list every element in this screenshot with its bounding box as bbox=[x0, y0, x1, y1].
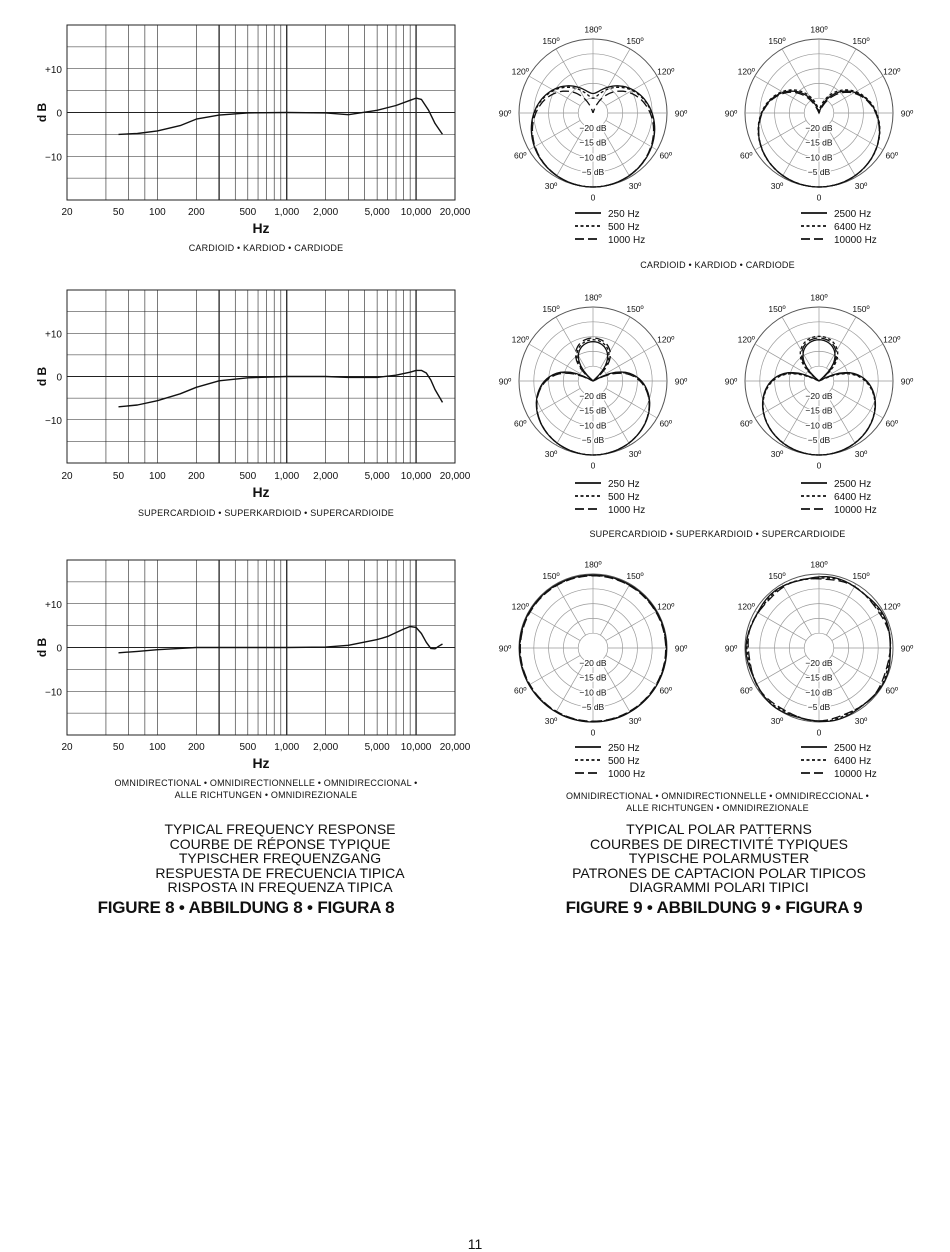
legend-label: 250 Hz bbox=[608, 479, 640, 490]
angle-label: 90º bbox=[498, 376, 512, 387]
polar-spoke bbox=[529, 655, 580, 685]
angle-label: 30º bbox=[854, 449, 868, 460]
polar-chart-omni-low bbox=[499, 560, 688, 781]
angle-label: 60º bbox=[885, 150, 899, 161]
title-line: TYPISCHE POLARMUSTER bbox=[628, 850, 810, 867]
polar-spoke bbox=[755, 76, 806, 106]
y-tick-label: +10 bbox=[45, 599, 62, 611]
x-tick-label: 20,000 bbox=[439, 742, 471, 753]
figure9-label: FIGURE 9 • ABBILDUNG 9 • FIGURA 9 bbox=[565, 898, 863, 917]
angle-label: 30º bbox=[770, 449, 784, 460]
x-tick-label: 500 bbox=[239, 471, 257, 482]
ring-label: −10 dB bbox=[579, 152, 607, 163]
angle-label: 30º bbox=[628, 181, 642, 192]
ring-label: −10 dB bbox=[805, 152, 833, 163]
title-line: TYPICAL FREQUENCY RESPONSE bbox=[164, 821, 396, 837]
x-tick-label: 100 bbox=[149, 742, 166, 753]
x-tick-label: 500 bbox=[239, 742, 257, 753]
angle-label: 60º bbox=[659, 685, 673, 696]
angle-label: 120º bbox=[737, 601, 755, 612]
x-axis-label: Hz bbox=[252, 484, 270, 500]
x-tick-label: 1,000 bbox=[274, 207, 300, 218]
ring-label: −5 dB bbox=[581, 702, 605, 713]
legend-label: 500 Hz bbox=[608, 492, 640, 503]
angle-label: 120º bbox=[883, 66, 901, 77]
x-tick-label: 1,000 bbox=[274, 742, 300, 753]
angle-label: 30º bbox=[854, 716, 868, 727]
angle-label: 120º bbox=[511, 334, 529, 345]
y-tick-label: 0 bbox=[56, 643, 62, 655]
title-line: COURBE DE RÉPONSE TYPIQUE bbox=[169, 835, 391, 852]
caption-line: OMNIDIRECTIONAL • OMNIDIRECTIONNELLE • OMNIDIRECCIONAL • bbox=[565, 791, 869, 801]
ring-label: −5 dB bbox=[807, 702, 831, 713]
ring-label: −20 dB bbox=[579, 122, 607, 133]
x-tick-label: 5,000 bbox=[364, 207, 390, 218]
ring-label: −20 dB bbox=[805, 657, 833, 668]
x-tick-label: 10,000 bbox=[400, 207, 432, 218]
x-axis-label: Hz bbox=[252, 755, 270, 771]
polar-spoke bbox=[556, 49, 586, 100]
angle-label: 0 bbox=[590, 727, 596, 738]
polar-chart-cardioid-high bbox=[725, 25, 914, 247]
angle-label: 150º bbox=[542, 35, 560, 46]
legend-label: 1000 Hz bbox=[608, 505, 646, 516]
angle-label: 60º bbox=[885, 418, 899, 429]
polar-spoke bbox=[826, 49, 856, 100]
polar-caption-cardioid bbox=[490, 259, 945, 271]
angle-label: 30º bbox=[544, 449, 558, 460]
legend-label: 6400 Hz bbox=[834, 492, 872, 503]
title-line: COURBES DE DIRECTIVITÉ TYPIQUES bbox=[589, 835, 848, 852]
page-number: 11 bbox=[467, 1236, 483, 1252]
polar-chart-super-low bbox=[499, 293, 688, 517]
angle-label: 120º bbox=[657, 66, 675, 77]
angle-label: 90º bbox=[724, 108, 738, 119]
y-tick-label: +10 bbox=[45, 64, 62, 76]
angle-label: 0 bbox=[590, 460, 596, 471]
ring-label: −15 dB bbox=[805, 672, 833, 683]
angle-label: 120º bbox=[737, 334, 755, 345]
polar-chart-super-high bbox=[725, 293, 914, 517]
angle-label: 30º bbox=[628, 716, 642, 727]
freq-chart-cardioid bbox=[35, 25, 471, 236]
polar-spoke bbox=[600, 317, 630, 368]
angle-label: 60º bbox=[659, 418, 673, 429]
angle-label: 60º bbox=[739, 685, 753, 696]
angle-label: 120º bbox=[657, 334, 675, 345]
angle-label: 120º bbox=[511, 66, 529, 77]
angle-label: 60º bbox=[513, 150, 527, 161]
angle-label: 60º bbox=[659, 150, 673, 161]
caption-line: ALLE RICHTUNGEN • OMNIDIREZIONALE bbox=[174, 790, 358, 800]
legend-label: 6400 Hz bbox=[834, 756, 872, 767]
x-tick-label: 1,000 bbox=[274, 471, 300, 482]
angle-label: 30º bbox=[770, 716, 784, 727]
polar-spoke bbox=[529, 76, 580, 106]
angle-label: 120º bbox=[657, 601, 675, 612]
figure8-title bbox=[80, 822, 480, 895]
angle-label: 150º bbox=[852, 35, 870, 46]
polar-spoke bbox=[755, 120, 806, 150]
caption-text: SUPERCARDIOID • SUPERKARDIOID • SUPERCARDIOIDE bbox=[589, 529, 846, 539]
polar-caption-supercardioid bbox=[490, 528, 945, 540]
y-axis-label: d B bbox=[35, 366, 50, 387]
polar-spoke bbox=[606, 120, 657, 150]
angle-label: 180º bbox=[584, 559, 602, 570]
x-tick-label: 2,000 bbox=[313, 207, 339, 218]
angle-label: 180º bbox=[810, 292, 828, 303]
y-tick-label: +10 bbox=[45, 329, 62, 341]
x-tick-label: 2,000 bbox=[313, 742, 339, 753]
x-tick-label: 200 bbox=[187, 742, 205, 753]
polar-spoke bbox=[556, 584, 586, 635]
y-tick-label: −10 bbox=[45, 152, 62, 164]
angle-label: 0 bbox=[816, 460, 822, 471]
response-curve bbox=[119, 98, 443, 134]
ring-label: −15 dB bbox=[805, 405, 833, 416]
polar-spoke bbox=[826, 317, 856, 368]
angle-label: 30º bbox=[770, 181, 784, 192]
y-axis-label: d B bbox=[35, 102, 50, 123]
freq-caption-cardioid bbox=[66, 242, 466, 254]
angle-label: 150º bbox=[768, 570, 786, 581]
legend-label: 500 Hz bbox=[608, 756, 640, 767]
x-tick-label: 5,000 bbox=[364, 471, 390, 482]
angle-label: 0 bbox=[590, 192, 596, 203]
angle-label: 60º bbox=[739, 418, 753, 429]
angle-label: 180º bbox=[584, 292, 602, 303]
x-tick-label: 5,000 bbox=[364, 742, 390, 753]
polar-spoke bbox=[529, 120, 580, 150]
x-tick-label: 10,000 bbox=[400, 742, 432, 753]
caption-line: OMNIDIRECTIONAL • OMNIDIRECTIONNELLE • OMNIDIRECCIONAL • bbox=[114, 778, 418, 788]
angle-label: 150º bbox=[542, 570, 560, 581]
polar-spoke bbox=[782, 317, 812, 368]
y-tick-label: 0 bbox=[56, 372, 62, 384]
polar-spoke bbox=[832, 611, 883, 641]
y-tick-label: 0 bbox=[56, 108, 62, 120]
legend-label: 250 Hz bbox=[608, 743, 640, 754]
ring-label: −10 dB bbox=[579, 687, 607, 698]
freq-caption-supercardioid bbox=[66, 507, 466, 519]
angle-label: 150º bbox=[852, 303, 870, 314]
angle-label: 90º bbox=[674, 643, 688, 654]
polar-chart-omni-high bbox=[725, 560, 914, 781]
angle-label: 0 bbox=[816, 727, 822, 738]
angle-label: 90º bbox=[724, 643, 738, 654]
caption-text: CARDIOID • KARDIOD • CARDIODE bbox=[640, 260, 795, 270]
ring-label: −10 dB bbox=[805, 687, 833, 698]
polar-spoke bbox=[755, 344, 806, 374]
angle-label: 150º bbox=[626, 35, 644, 46]
polar-spoke bbox=[755, 655, 806, 685]
title-line: TYPICAL POLAR PATTERNS bbox=[626, 821, 812, 837]
response-curve bbox=[119, 627, 443, 653]
title-line: RISPOSTA IN FREQUENZA TIPICA bbox=[167, 879, 393, 896]
polar-spoke bbox=[529, 344, 580, 374]
polar-spoke bbox=[600, 584, 630, 635]
figure9-title bbox=[519, 822, 919, 895]
legend-label: 1000 Hz bbox=[608, 235, 646, 246]
freq-caption-omni bbox=[66, 777, 466, 801]
polar-spoke bbox=[832, 76, 883, 106]
angle-label: 90º bbox=[900, 108, 914, 119]
x-tick-label: 50 bbox=[112, 742, 125, 753]
polar-spoke bbox=[832, 344, 883, 374]
legend-label: 1000 Hz bbox=[608, 769, 646, 780]
x-tick-label: 200 bbox=[187, 207, 205, 218]
ring-label: −15 dB bbox=[805, 137, 833, 148]
legend-label: 2500 Hz bbox=[834, 743, 872, 754]
angle-label: 150º bbox=[542, 303, 560, 314]
polar-spoke bbox=[606, 344, 657, 374]
x-tick-label: 100 bbox=[149, 207, 166, 218]
title-line: DIAGRAMMI POLARI TIPICI bbox=[629, 879, 809, 896]
ring-label: −20 dB bbox=[579, 390, 607, 401]
title-line: TYPISCHER FREQUENZGANG bbox=[178, 850, 382, 867]
x-tick-label: 500 bbox=[239, 207, 257, 218]
angle-label: 120º bbox=[883, 601, 901, 612]
polar-spoke bbox=[556, 317, 586, 368]
ring-label: −10 dB bbox=[579, 420, 607, 431]
angle-label: 150º bbox=[768, 303, 786, 314]
ring-label: −5 dB bbox=[581, 167, 605, 178]
polar-spoke bbox=[832, 655, 883, 685]
angle-label: 60º bbox=[513, 418, 527, 429]
ring-label: −20 dB bbox=[805, 390, 833, 401]
legend-label: 10000 Hz bbox=[834, 769, 877, 780]
ring-label: −15 dB bbox=[579, 137, 607, 148]
angle-label: 120º bbox=[737, 66, 755, 77]
angle-label: 180º bbox=[810, 24, 828, 35]
x-tick-label: 2,000 bbox=[313, 471, 339, 482]
legend-label: 250 Hz bbox=[608, 209, 640, 220]
polar-spoke bbox=[600, 49, 630, 100]
angle-label: 90º bbox=[724, 376, 738, 387]
ring-label: −5 dB bbox=[807, 167, 831, 178]
x-tick-label: 100 bbox=[149, 471, 166, 482]
angle-label: 150º bbox=[626, 570, 644, 581]
y-tick-label: −10 bbox=[45, 687, 62, 699]
polar-spoke bbox=[529, 611, 580, 641]
x-axis-label: Hz bbox=[252, 220, 270, 236]
x-tick-label: 50 bbox=[112, 471, 125, 482]
figure8-label: FIGURE 8 • ABBILDUNG 8 • FIGURA 8 bbox=[97, 898, 395, 917]
polar-chart-cardioid-low bbox=[499, 25, 688, 247]
caption-text: CARDIOID • KARDIOD • CARDIODE bbox=[188, 243, 344, 253]
polar-caption-omni bbox=[490, 790, 945, 814]
angle-label: 0 bbox=[816, 192, 822, 203]
angle-label: 90º bbox=[498, 108, 512, 119]
angle-label: 30º bbox=[544, 181, 558, 192]
title-line: RESPUESTA DE FRECUENCIA TIPICA bbox=[155, 864, 405, 881]
x-tick-label: 20,000 bbox=[439, 471, 471, 482]
polar-spoke bbox=[826, 584, 856, 635]
angle-label: 60º bbox=[513, 685, 527, 696]
x-tick-label: 200 bbox=[187, 471, 205, 482]
legend-label: 2500 Hz bbox=[834, 479, 872, 490]
x-tick-label: 20 bbox=[61, 207, 73, 218]
angle-label: 90º bbox=[498, 643, 512, 654]
freq-chart-omni bbox=[35, 560, 471, 771]
polar-spoke bbox=[606, 655, 657, 685]
legend-label: 10000 Hz bbox=[834, 505, 877, 516]
x-tick-label: 10,000 bbox=[400, 471, 432, 482]
angle-label: 150º bbox=[768, 35, 786, 46]
polar-spoke bbox=[755, 611, 806, 641]
title-line: PATRONES DE CAPTACION POLAR TIPICOS bbox=[572, 864, 866, 881]
y-axis-label: d B bbox=[35, 637, 50, 658]
angle-label: 120º bbox=[883, 334, 901, 345]
ring-label: −5 dB bbox=[581, 435, 605, 446]
ring-label: −20 dB bbox=[579, 657, 607, 668]
angle-label: 150º bbox=[852, 570, 870, 581]
freq-chart-supercardioid bbox=[35, 290, 471, 500]
x-tick-label: 20 bbox=[61, 742, 73, 753]
angle-label: 120º bbox=[511, 601, 529, 612]
x-tick-label: 20 bbox=[61, 471, 73, 482]
angle-label: 30º bbox=[854, 181, 868, 192]
polar-spoke bbox=[782, 584, 812, 635]
angle-label: 90º bbox=[900, 643, 914, 654]
caption-text: SUPERCARDIOID • SUPERKARDIOID • SUPERCARDIOIDE bbox=[137, 508, 395, 518]
angle-label: 90º bbox=[674, 108, 688, 119]
angle-label: 60º bbox=[885, 685, 899, 696]
angle-label: 180º bbox=[584, 24, 602, 35]
angle-label: 90º bbox=[900, 376, 914, 387]
polar-spoke bbox=[606, 611, 657, 641]
polar-curve bbox=[746, 577, 890, 722]
angle-label: 150º bbox=[626, 303, 644, 314]
legend-label: 500 Hz bbox=[608, 222, 640, 233]
legend-label: 2500 Hz bbox=[834, 209, 872, 220]
polar-spoke bbox=[832, 120, 883, 150]
ring-label: −5 dB bbox=[807, 435, 831, 446]
response-curve bbox=[119, 370, 443, 406]
ring-label: −20 dB bbox=[805, 122, 833, 133]
angle-label: 30º bbox=[544, 716, 558, 727]
angle-label: 180º bbox=[810, 559, 828, 570]
legend-label: 10000 Hz bbox=[834, 235, 877, 246]
polar-spoke bbox=[606, 76, 657, 106]
angle-label: 60º bbox=[739, 150, 753, 161]
ring-label: −15 dB bbox=[579, 672, 607, 683]
angle-label: 90º bbox=[674, 376, 688, 387]
ring-label: −10 dB bbox=[805, 420, 833, 431]
angle-label: 30º bbox=[628, 449, 642, 460]
legend-label: 6400 Hz bbox=[834, 222, 872, 233]
x-tick-label: 20,000 bbox=[439, 207, 471, 218]
ring-label: −15 dB bbox=[579, 405, 607, 416]
y-tick-label: −10 bbox=[45, 415, 62, 427]
caption-line: ALLE RICHTUNGEN • OMNIDIREZIONALE bbox=[626, 803, 809, 813]
x-tick-label: 50 bbox=[112, 207, 125, 218]
